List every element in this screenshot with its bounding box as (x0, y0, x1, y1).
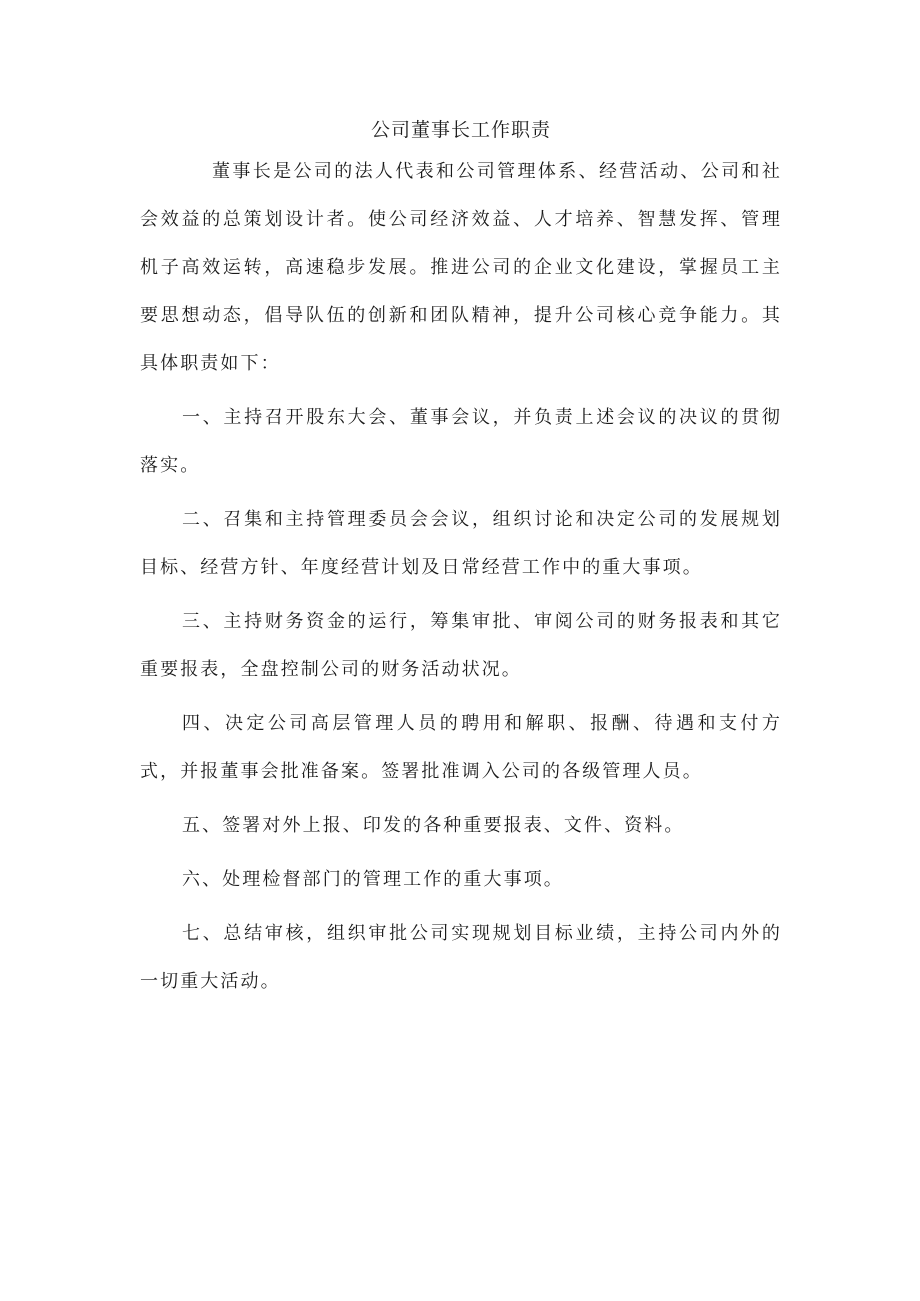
document-title: 公司董事长工作职责 (370, 119, 551, 141)
duty-item-6: 六、处理检督部门的管理工作的重大事项。 (182, 869, 564, 890)
intro-paragraph: 董事长是公司的法人代表和公司管理体系、经营活动、公司和社会效益的总策划设计者。使公司经济效益、人才培养、智慧发挥、管理机子高效运转，高速稳步发展。推进公司的企业文化建设，掌握员工主要思想动态，倡导队伍的创新和团队精神，提升公司核心竞争能力。其具体职责如下： (140, 161, 782, 374)
duty-item-4: 四、决定公司高层管理人员的聘用和解职、报酬、待遇和支付方式，并报董事会批准备案。签署批准调入公司的各级管理人员。 (140, 713, 782, 782)
duty-item-7: 七、总结审核，组织审批公司实现规划目标业绩，主持公司内外的一切重大活动。 (140, 923, 782, 992)
duty-item-2: 二、召集和主持管理委员会会议，组织讨论和决定公司的发展规划目标、经营方针、年度经营计划及日常经营工作中的重大事项。 (140, 509, 782, 578)
duty-item-3: 三、主持财务资金的运行，筹集审批、审阅公司的财务报表和其它重要报表，全盘控制公司的财务活动状况。 (140, 611, 782, 680)
duty-item-1: 一、主持召开股东大会、董事会议，并负责上述会议的决议的贯彻落实。 (140, 407, 782, 476)
duty-item-5: 五、签署对外上报、印发的各种重要报表、文件、资料。 (182, 815, 685, 836)
document-body (140, 112, 782, 1006)
